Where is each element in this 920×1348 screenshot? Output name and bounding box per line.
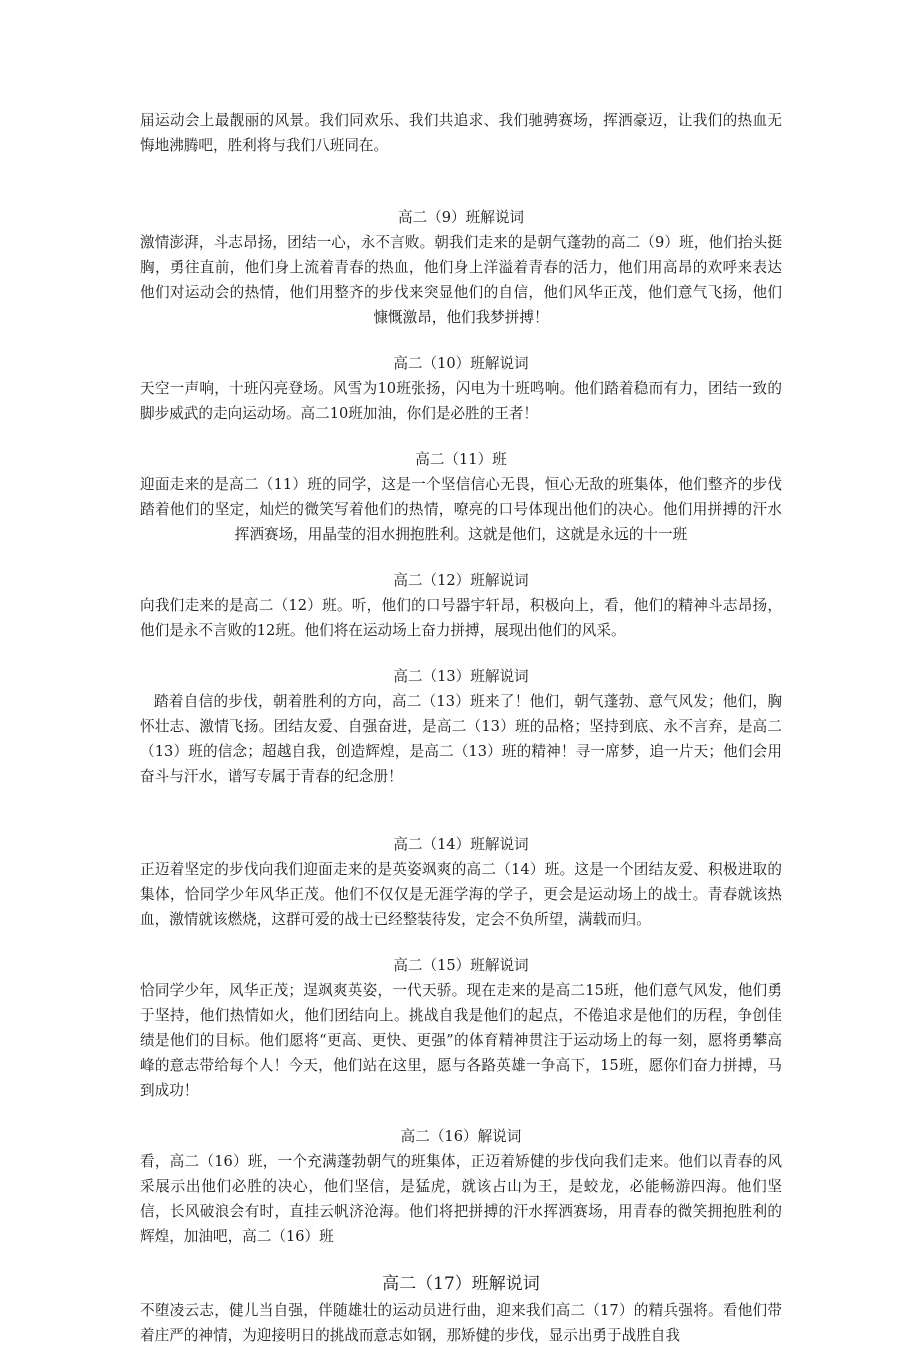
section-title-12: 高二（12）班解说词 bbox=[393, 572, 529, 589]
section-title-9: 高二（9）班解说词 bbox=[397, 209, 525, 226]
spacer bbox=[140, 547, 782, 568]
section-body-12: 向我们走来的是高二（12）班。听，他们的口号器宇轩昂，积极向上，看，他们的精神斗志昂扬，他们是永不言败的12班。他们将在运动场上奋力拼搏，展现出他们的风采。 bbox=[140, 597, 782, 639]
spacer bbox=[140, 1249, 782, 1270]
spacer bbox=[140, 426, 782, 447]
spacer bbox=[140, 932, 782, 953]
section-body-16: 看，高二（16）班，一个充满蓬勃朝气的班集体，正迈着矫健的步伐向我们走来。他们以青春的风采展示出他们必胜的决心，他们坚信，是猛虎，就该占山为王，是蛟龙，必能畅游四海。他们坚信，长风破浪会有时，直挂云帆济沧海。他们将把拼搏的汗水挥洒赛场，用青春的微笑拥抱胜利的辉煌，加油吧，高二（16）班 bbox=[140, 1153, 782, 1245]
section-title-14: 高二（14）班解说词 bbox=[393, 836, 529, 853]
spacer bbox=[140, 1103, 782, 1124]
document-page bbox=[140, 108, 782, 1348]
spacer bbox=[140, 643, 782, 664]
intro-paragraph: 届运动会上最靓丽的风景。我们同欢乐、我们共追求、我们驰骋赛场，挥洒豪迈，让我们的热血无悔地沸腾吧，胜利将与我们八班同在。 bbox=[140, 112, 782, 154]
spacer bbox=[140, 789, 782, 832]
section-body-9: 激情澎湃，斗志昂扬，团结一心，永不言败。朝我们走来的是朝气蓬勃的高二（9）班，他们抬头挺胸，勇往直前，他们身上流着青春的热血，他们身上洋溢着青春的活力，他们用高昂的欢呼来表达他们对运动会的热情，他们用整齐的步伐来突显他们的自信，他们风华正茂，他们意气飞扬，他们慷慨激昂，他们我梦拼搏！ bbox=[140, 234, 782, 326]
section-body-14: 正迈着坚定的步伐向我们迎面走来的是英姿飒爽的高二（14）班。这是一个团结友爱、积极进取的集体，恰同学少年风华正茂。他们不仅仅是无涯学海的学子，更会是运动场上的战士。青春就该热血，激情就该燃烧，这群可爱的战士已经整装待发，定会不负所望，满载而归。 bbox=[140, 861, 782, 928]
section-title-13: 高二（13）班解说词 bbox=[393, 668, 529, 685]
section-title-17: 高二（17）班解说词 bbox=[382, 1274, 540, 1294]
section-title-15: 高二（15）班解说词 bbox=[393, 957, 529, 974]
section-title-16: 高二（16）解说词 bbox=[400, 1128, 522, 1145]
section-body-17: 不堕凌云志，健儿当自强，伴随雄壮的运动员进行曲，迎来我们高二（17）的精兵强将。看他们带着庄严的神情，为迎接明日的挑战而意志如钢，那矫健的步伐，显示出勇于战胜自我 bbox=[140, 1302, 782, 1344]
spacer bbox=[140, 330, 782, 351]
spacer bbox=[140, 158, 782, 205]
section-title-10: 高二（10）班解说词 bbox=[393, 355, 529, 372]
section-body-10: 天空一声响，十班闪亮登场。风雪为10班张扬，闪电为十班鸣响。他们踏着稳而有力，团结一致的脚步威武的走向运动场。高二10班加油，你们是必胜的王者！ bbox=[140, 380, 782, 422]
section-body-15: 恰同学少年，风华正茂；逞飒爽英姿，一代天骄。现在走来的是高二15班，他们意气风发，他们勇于坚持，他们热情如火，他们团结向上。挑战自我是他们的起点，不倦追求是他们的历程，争创佳绩是他们的目标。他们愿将“更高、更快、更强”的体育精神贯注于运动场上的每一刻，愿将勇攀高峰的意志带给每个人！今天，他们站在这里，愿与各路英雄一争高下，15班，愿你们奋力拼搏，马到成功！ bbox=[140, 982, 782, 1099]
section-body-13: 踏着自信的步伐，朝着胜利的方向，高二（13）班来了！他们，朝气蓬勃、意气风发；他们，胸怀壮志、激情飞扬。团结友爱、自强奋进，是高二（13）班的品格；坚持到底、永不言弃，是高二（13）班的信念；超越自我，创造辉煌，是高二（13）班的精神！寻一席梦，追一片天；他们会用奋斗与汗水，谱写专属于青春的纪念册！ bbox=[140, 693, 782, 785]
section-title-11: 高二（11）班 bbox=[415, 451, 507, 468]
section-body-11: 迎面走来的是高二（11）班的同学，这是一个坚信信心无畏，恒心无敌的班集体，他们整齐的步伐踏着他们的坚定，灿烂的微笑写着他们的热情，嘹亮的口号体现出他们的决心。他们用拼搏的汗水挥洒赛场，用晶莹的泪水拥抱胜利。这就是他们，这就是永远的十一班 bbox=[140, 476, 782, 543]
